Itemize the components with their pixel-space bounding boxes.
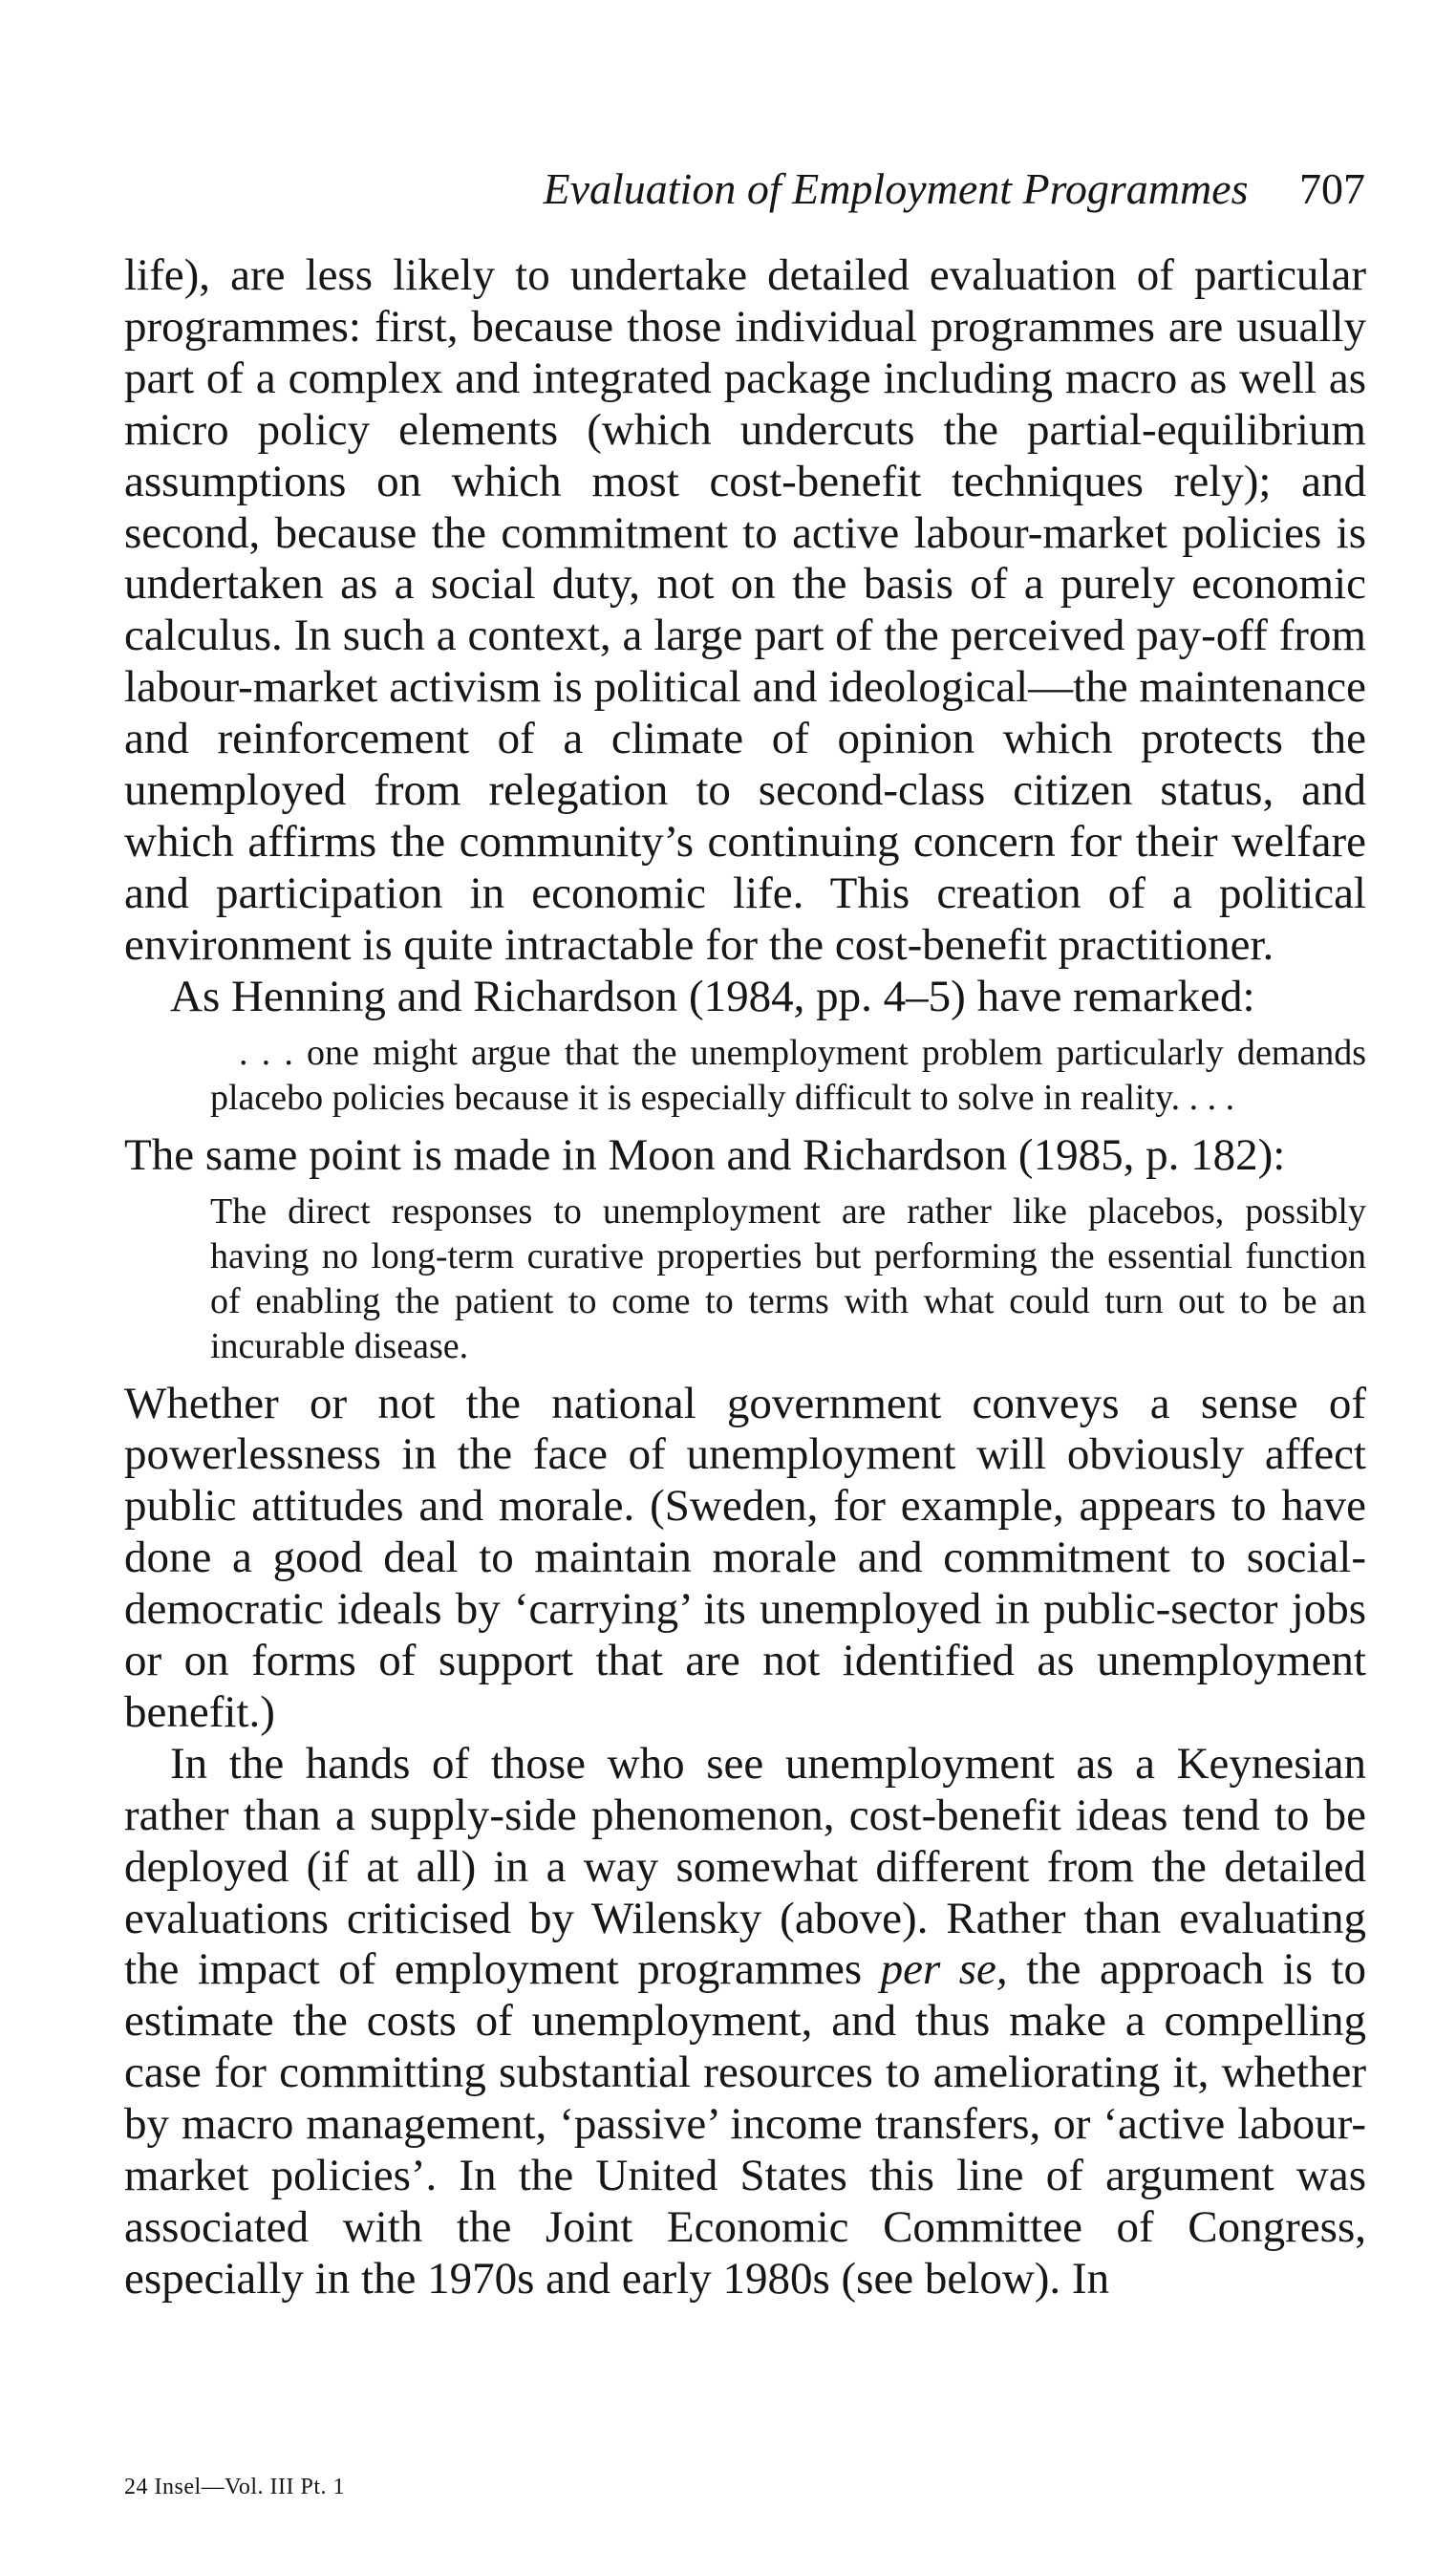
paragraph-keynesian-italic: per se, bbox=[880, 1944, 1008, 1995]
block-quote-moon: The direct responses to unemployment are rather like placebos, possibly having no long-term curative properties but performing the essential function of enabling the patient to come to terms with what could turn out to be an incurable disease. bbox=[210, 1190, 1366, 1366]
body-text bbox=[124, 250, 1366, 2305]
paragraph-keynesian-text-2: the approach is to estimate the costs of unemployment, and thus make a compelling case for committing substantial resources to ameliorating it, whether by macro management, ‘passive’ income transfers, or ‘active labour-market policies’. In the United States this line of argument was associated with the Joint Economic Committee of Congress, especially in the 1970s and early 1980s (see below). In bbox=[124, 1944, 1366, 2304]
paragraph-continued: life), are less likely to undertake detailed evaluation of particular programmes: first, because those individual programmes are usually part of a complex and integrated package including macro as well as micro policy elements (which undercuts the partial-equilibrium assumptions on which most cost-benefit techniques rely); and second, because the commitment to active labour-market policies is undertaken as a social duty, not on the basis of a purely economic calculus. In such a context, a large part of the perceived pay-off from labour-market activism is political and ideological—the maintenance and reinforcement of a climate of opinion which protects the unemployed from relegation to second-class citizen status, and which affirms the community’s continuing concern for their welfare and participation in economic life. This creation of a political environment is quite intractable for the cost-benefit practitioner. bbox=[124, 250, 1366, 970]
running-title: Evaluation of Employment Programmes bbox=[543, 164, 1249, 213]
paragraph-quote-intro-moon: The same point is made in Moon and Richardson (1985, p. 182): bbox=[124, 1129, 1286, 1180]
running-head bbox=[543, 161, 1365, 218]
paragraph-sweden: Whether or not the national government conveys a sense of powerlessness in the face of unemployment will obviously affect public attitudes and morale. (Sweden, for example, appears to have done a good deal to maintain morale and commitment to social-democratic ideals by ‘carrying’ its unemployed in public-sector jobs or on forms of support that are not identified as unemployment benefit.) bbox=[124, 1378, 1366, 1737]
signature-mark: 24 Insel—Vol. III Pt. 1 bbox=[124, 2475, 346, 2499]
paragraph-keynesian-text-1: In the hands of those who see unemployment as a Keynesian rather than a supply-side phenomenon, cost-benefit ideas tend to be deployed (if at all) in a way somewhat different from the detailed evaluations criticised by Wilensky (above). Rather than evaluating the impact of employment programmes bbox=[124, 1738, 1366, 1995]
page-number: 707 bbox=[1299, 164, 1365, 213]
paragraph-keynesian bbox=[124, 1739, 1366, 2305]
paragraph-quote-intro-henning: As Henning and Richardson (1984, pp. 4–5) have remarked: bbox=[170, 971, 1255, 1021]
block-quote-henning: . . . one might argue that the unemployment problem particularly demands placebo policies because it is especially difficult to solve in reality. . . . bbox=[210, 1032, 1366, 1118]
